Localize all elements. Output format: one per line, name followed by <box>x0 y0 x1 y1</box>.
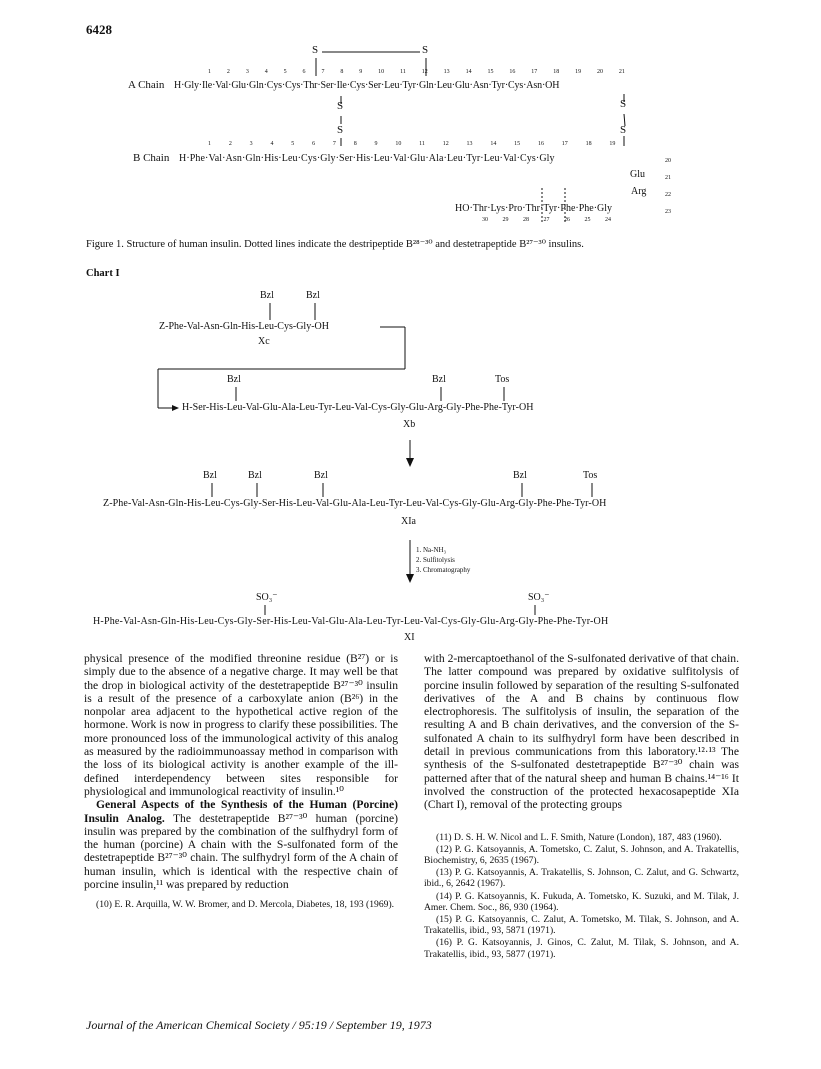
a-chain-label: A Chain <box>128 79 165 91</box>
protecting-group-label: Tos <box>495 374 510 385</box>
body-paragraph: physical presence of the modified threonine residue (B²⁷) or is simply due to the absence of a negative charge. It may well be that the drop in biological activity of the destetrapeptide B²⁷⁻³⁰ insulin is a result of the presence of a carboxylate anion (B²⁶) in the nonpolar area adjacent to the hypothetical active region of the hormone. Work is now in progress to clarify these possibilities. The more pronounced loss of the immunological activity of this analog as measured by the radioimmunoassay method in comparison with the loss of its biological activity is another example of the ill-defined interdependency between sites responsible for physiological and immunological reactivity of insulin.¹⁰ <box>84 652 398 798</box>
peptide-xc-sequence: Z-Phe-Val-Asn-Gln-His-Leu-Cys-Gly-OH <box>159 321 329 332</box>
protecting-group-label: Bzl <box>248 470 262 481</box>
body-text: The destetrapeptide B²⁷⁻³⁰ human (porcine) insulin was prepared by the combination of the sulfhydryl form of the human (porcine) A chain with the S-sulfonated form of the destetrapeptide B²⁷⁻³⁰ chain. The sulfhydryl form of the A chain of human insulin, which is identical with the respective chain of porcine insulin,¹¹ was prepared by reduction <box>84 811 398 892</box>
sulfur-label: S <box>312 44 319 56</box>
b-chain-residue: Arg <box>631 186 647 197</box>
residue-number: 23 <box>665 209 671 215</box>
sulfur-label: S <box>337 124 344 136</box>
chart-title: Chart I <box>86 268 120 279</box>
sulfur-label: S <box>620 98 627 110</box>
reaction-step: 2. Sulfitolysis <box>416 556 455 564</box>
compound-label-xi: XI <box>404 632 415 643</box>
reference: (11) D. S. H. W. Nicol and L. F. Smith, Nature (London), 187, 483 (1960). <box>436 831 722 843</box>
b-chain-tail-sequence: HO·Thr·Lys·Pro·Thr·Tyr·Phe·Phe·Gly <box>455 203 613 214</box>
peptide-xi-sequence: H-Phe-Val-Asn-Gln-His-Leu-Cys-Gly-Ser-His-Leu-Val-Glu-Ala-Leu-Tyr-Leu-Val-Cys-Gly-Glu-Arg-Gly-Phe-Phe-Tyr-OH <box>93 616 609 627</box>
page-number: 6428 <box>86 22 112 37</box>
b-chain-label: B Chain <box>133 152 170 164</box>
footnote: (10) E. R. Arquilla, W. W. Bromer, and D. Mercola, Diabetes, 18, 193 (1969). <box>96 899 395 911</box>
peptide-xia-sequence: Z-Phe-Val-Asn-Gln-His-Leu-Cys-Gly-Ser-His-Leu-Val-Glu-Ala-Leu-Tyr-Leu-Val-Cys-Gly-Glu-Arg-Gly-Phe-Phe-Tyr-OH <box>103 498 607 509</box>
references <box>424 832 739 960</box>
footnotes <box>84 899 398 910</box>
residue-number: 22 <box>665 192 671 198</box>
compound-label-xb: Xb <box>403 419 416 430</box>
protecting-group-label: Bzl <box>306 290 320 301</box>
residue-number: 20 <box>665 158 671 164</box>
section-heading: General Aspects of the Synthesis of the Human (Porcine) Insulin Analog. <box>84 798 398 825</box>
reference: (13) P. G. Katsoyannis, A. Trakatellis, S. Johnson, C. Zalut, and G. Schwartz, ibid., 6, 2642 (1967). <box>424 867 739 890</box>
a-chain-numbers: 1 2 3 4 5 6 7 8 9 10 11 12 13 14 15 16 17 18 19 20 21 <box>208 69 625 75</box>
sulfur-label: S <box>620 124 627 136</box>
b-chain-sequence: H·Phe·Val·Asn·Gln·His·Leu·Cys·Gly·Ser·His·Leu·Val·Glu·Ala·Leu·Tyr·Leu·Val·Cys·Gly <box>179 153 555 164</box>
reaction-steps <box>416 545 470 575</box>
figure-caption: Figure 1. Structure of human insulin. Dotted lines indicate the destripeptide B²⁸⁻³⁰ and destetrapeptide B²⁷⁻³⁰ insulins. <box>86 239 584 250</box>
compound-label-xia: XIa <box>401 516 416 527</box>
tail-numbers: 30 29 28 27 26 25 24 <box>482 217 611 223</box>
sulfur-label: S <box>337 100 344 112</box>
protecting-group-label: Bzl <box>513 470 527 481</box>
sulfur-label: S <box>422 44 429 56</box>
a-chain-sequence: H·Gly·Ile·Val·Glu·Gln·Cys·Cys·Thr·Ser·Ile·Cys·Ser·Leu·Tyr·Gln·Leu·Glu·Asn·Tyr·Cys·Asn·OH <box>174 80 560 91</box>
b-chain-residue: Glu <box>630 169 645 180</box>
compound-label-xc: Xc <box>258 336 270 347</box>
body-paragraph: with 2-mercaptoethanol of the S-sulfonated derivative of that chain. The latter compound was prepared by oxidative sulfitolysis of porcine insulin followed by separation of the resulting S-sulfonated derivatives of the A and B chains by continuous flow electrophoresis. The sulfitolysis of insulin, the separation of the resulting A and B chain derivatives, and the conversion of the S-sulfonated A chain to its sulfhydryl form have been described in detail in previous communications from this laboratory.¹²·¹³ The synthesis of the S-sulfonated destetrapeptide B²⁷⁻³⁰ chain was patterned after that of the natural sheep and human B chains.¹⁴⁻¹⁶ It involved the construction of the protected hexacosapeptide XIa (Chart I), removal of the protecting groups <box>424 652 739 812</box>
protecting-group-label: Tos <box>583 470 598 481</box>
protecting-group-label: Bzl <box>260 290 274 301</box>
reference: (15) P. G. Katsoyannis, C. Zalut, A. Tometsko, M. Tilak, S. Johnson, and A. Trakatellis, ibid., 93, 5871 (1971). <box>424 913 739 937</box>
body-paragraph <box>84 798 398 891</box>
reference: (12) P. G. Katsoyannis, A. Tometsko, C. Zalut, S. Johnson, and A. Trakatellis, Biochemistry, 6, 2635 (1967). <box>424 843 739 866</box>
sulfonate-label: SO₃⁻ <box>528 592 550 603</box>
reference: (16) P. G. Katsoyannis, J. Ginos, C. Zalut, M. Tilak, S. Johnson, and A. Trakatellis, ibid., 93, 5877 (1971). <box>424 937 739 960</box>
protecting-group-label: Bzl <box>203 470 217 481</box>
reaction-step: 3. Chromatography <box>416 566 471 574</box>
peptide-xb-sequence: H-Ser-His-Leu-Val-Glu-Ala-Leu-Tyr-Leu-Val-Cys-Gly-Glu-Arg-Gly-Phe-Phe-Tyr-OH <box>182 402 534 413</box>
reaction-step: 1. Na-NH₃ <box>416 546 447 554</box>
journal-footer: Journal of the American Chemical Society / 95:19 / September 19, 1973 <box>86 1018 432 1032</box>
protecting-group-label: Bzl <box>432 374 446 385</box>
b-chain-numbers: 1 2 3 4 5 6 7 8 9 10 11 12 13 14 15 16 17 18 19 <box>208 141 616 147</box>
protecting-group-label: Bzl <box>227 374 241 385</box>
left-column <box>84 652 398 912</box>
right-column <box>424 652 739 961</box>
residue-number: 21 <box>665 175 671 181</box>
sulfonate-label: SO₃⁻ <box>256 592 278 603</box>
protecting-group-label: Bzl <box>314 470 328 481</box>
reference: (14) P. G. Katsoyannis, K. Fukuda, A. Tometsko, K. Suzuki, and M. Tilak, J. Amer. Chem. Soc., 86, 930 (1964). <box>424 890 739 913</box>
